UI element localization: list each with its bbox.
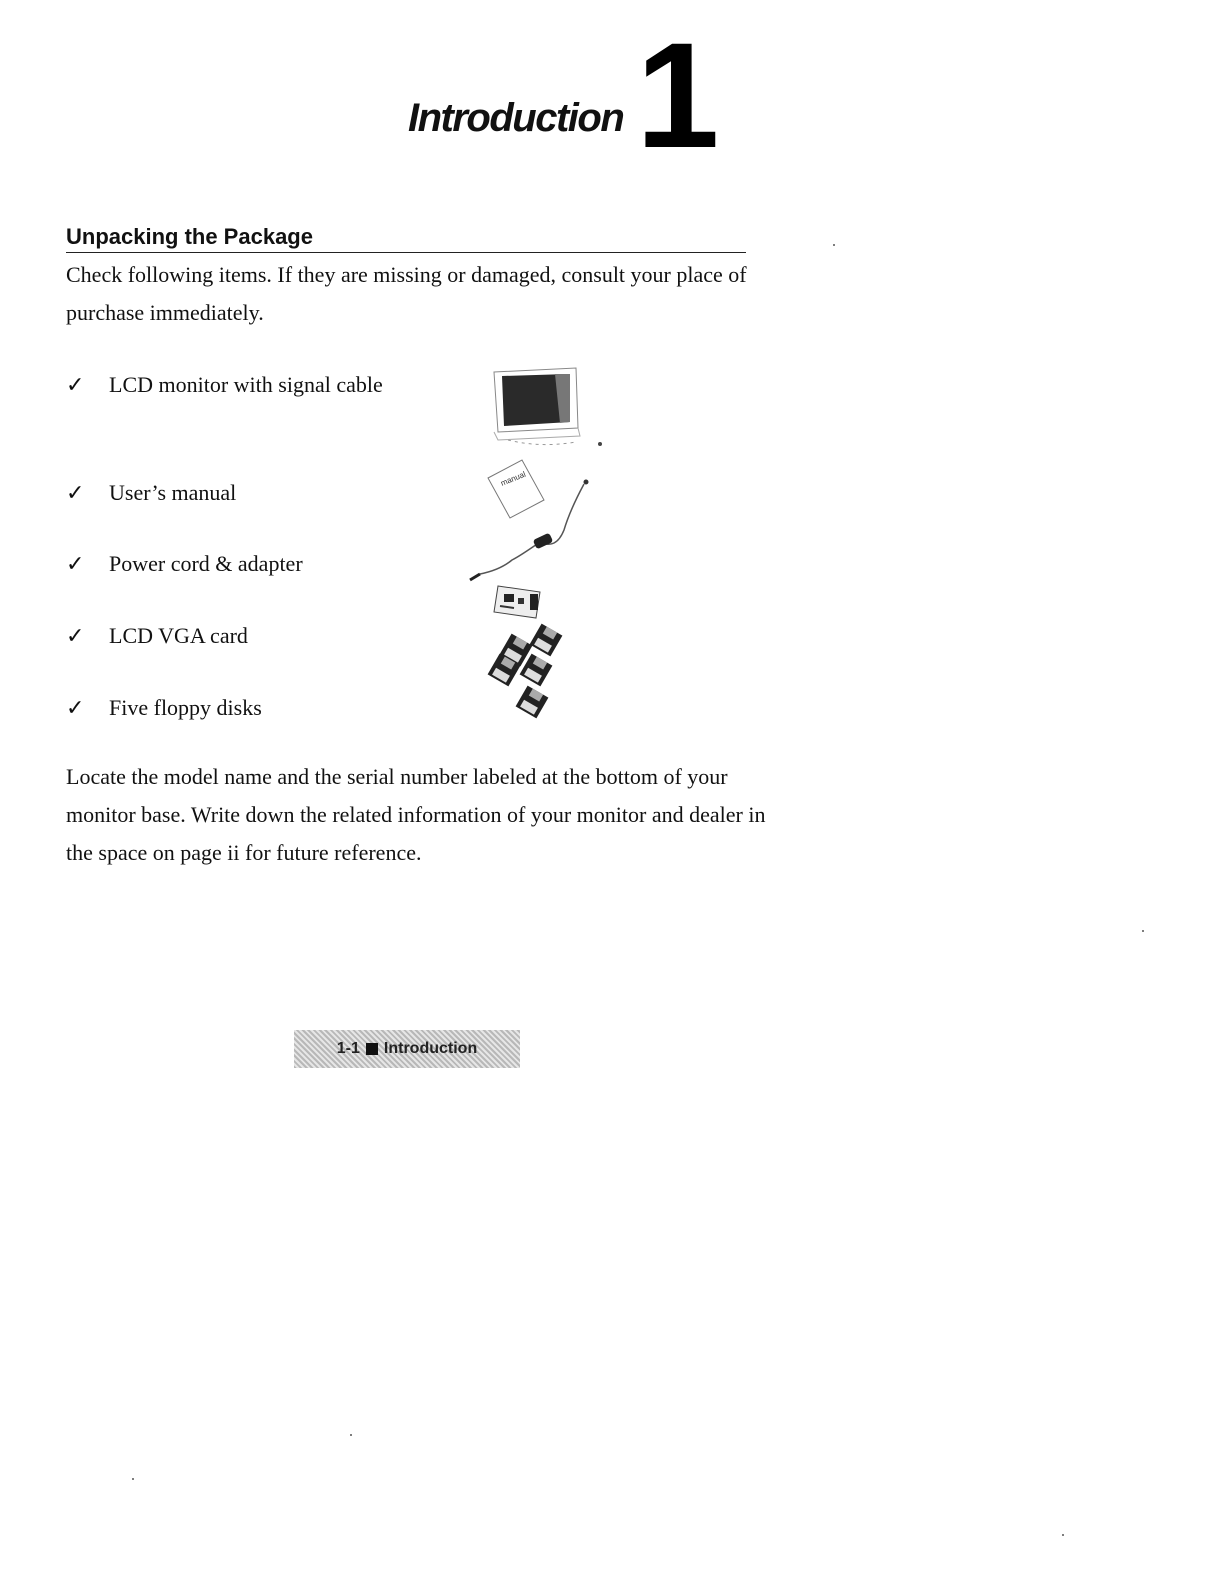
square-bullet-icon — [366, 1043, 378, 1055]
page-footer — [294, 1030, 520, 1068]
item-label: Power cord & adapter — [109, 551, 303, 576]
check-icon: ✓ — [66, 480, 85, 505]
item-label: User’s manual — [109, 480, 237, 505]
footer-label: Introduction — [383, 1040, 478, 1057]
item-label: LCD monitor with signal cable — [109, 372, 383, 397]
manual-word: manual — [499, 469, 528, 488]
chapter-title: Introduction — [408, 96, 624, 140]
vga-card-image — [494, 586, 540, 618]
scan-speck — [350, 1434, 352, 1436]
closing-paragraph: Locate the model name and the serial number labeled at the bottom of your monitor base. Write down the related information of your monitor and dealer in the space on page ii for future reference. — [66, 764, 766, 865]
section-heading: Unpacking the Package — [66, 224, 746, 253]
floppy-disk-stack-image — [488, 624, 563, 719]
check-icon: ✓ — [66, 551, 85, 576]
check-icon: ✓ — [66, 623, 85, 648]
scan-speck — [1062, 1534, 1064, 1536]
item-label: Five floppy disks — [109, 695, 262, 720]
item-label: LCD VGA card — [109, 623, 248, 648]
manual-image — [488, 460, 544, 518]
page-number: 1-1 — [336, 1040, 360, 1057]
package-contents-illustration — [460, 360, 660, 730]
chapter-number: 1 — [636, 11, 720, 179]
scan-speck — [833, 244, 835, 246]
lcd-monitor-image — [494, 368, 602, 446]
scan-speck — [1142, 930, 1144, 932]
intro-paragraph: Check following items. If they are missing or damaged, consult your place of purchase immediately. — [66, 262, 747, 325]
check-icon: ✓ — [66, 695, 85, 720]
check-icon: ✓ — [66, 372, 85, 397]
scan-speck — [132, 1478, 134, 1480]
